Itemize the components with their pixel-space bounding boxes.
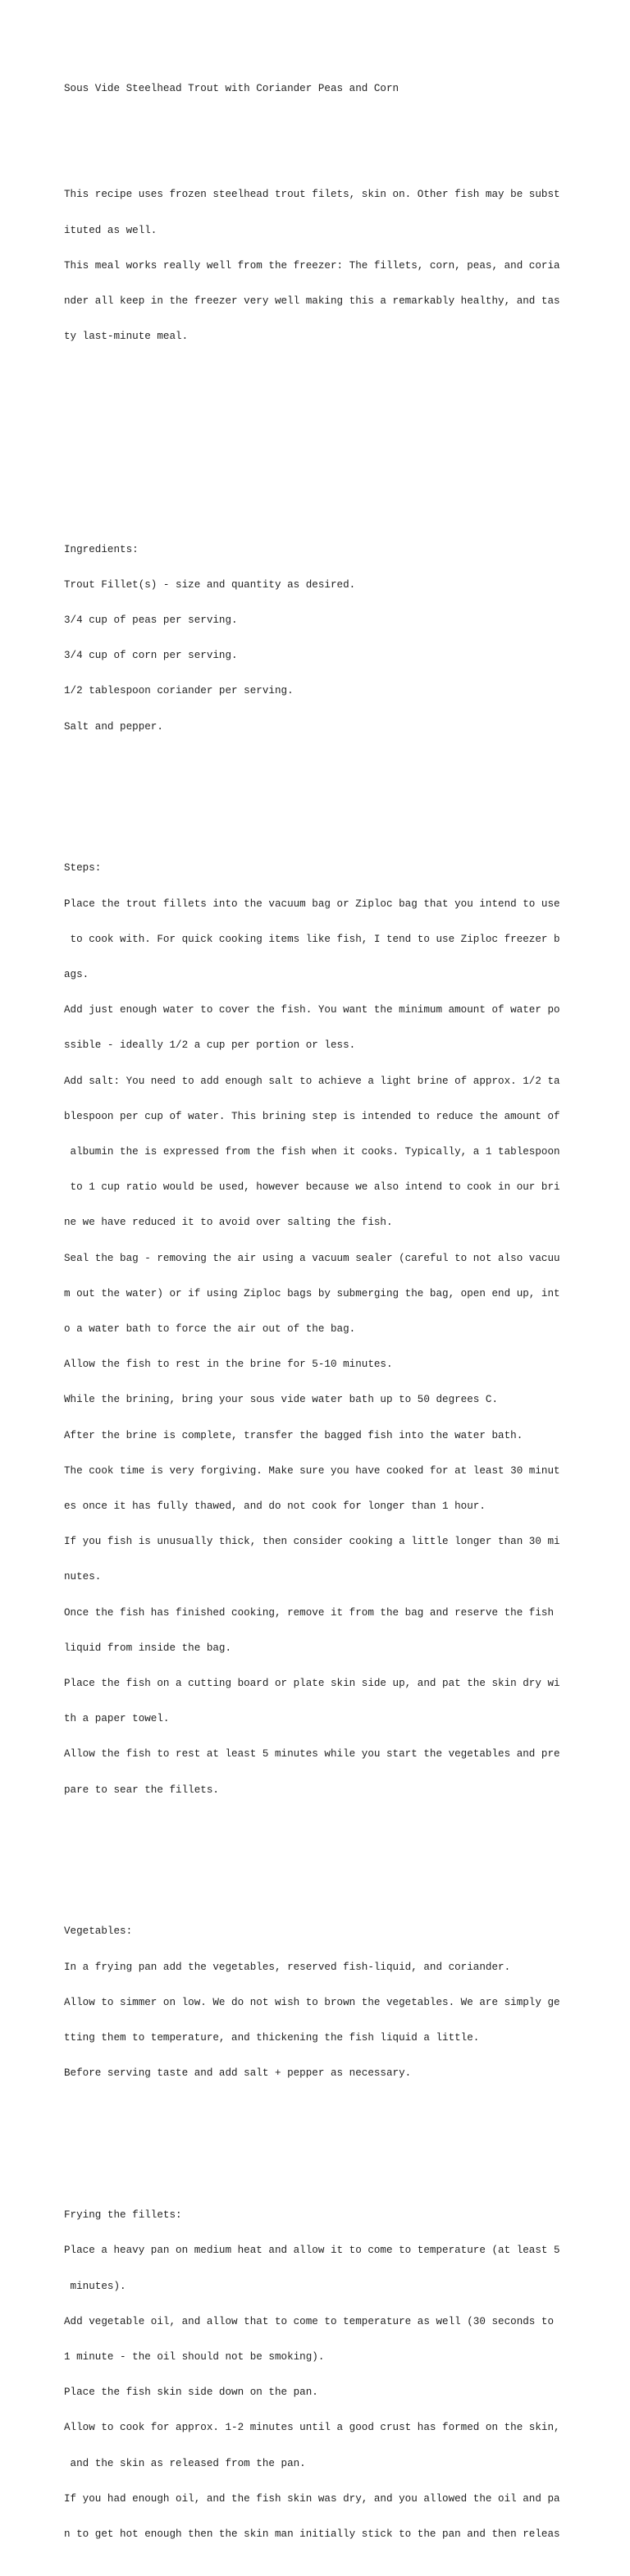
step-line: Place the trout fillets into the vacuum bag or Ziploc bag that you intend to use [64, 897, 560, 910]
step-line: nutes. [64, 1571, 102, 1583]
intro-line: ty last-minute meal. [64, 331, 189, 343]
intro-line: nder all keep in the freezer very well making this a remarkably healthy, and tas [64, 295, 560, 308]
spacer [64, 1855, 622, 1866]
frying-line: 1 minute - the oil should not be smoking). [64, 2350, 325, 2363]
frying-line: minutes). [64, 2280, 126, 2292]
step-line: m out the water) or if using Ziploc bags by submerging the bag, open end up, int [64, 1287, 560, 1299]
step-line: Allow the fish to rest at least 5 minutes while you start the vegetables and pre [64, 1748, 560, 1761]
step-line: After the brine is complete, transfer the bagged fish into the water bath. [64, 1429, 523, 1441]
ingredient-line: 1/2 tablespoon coriander per serving. [64, 685, 294, 697]
vegetables-section [64, 1902, 622, 2103]
frying-line: n to get hot enough then the skin man initially stick to the pan and then releas [64, 2528, 560, 2540]
step-line: ssible - ideally 1/2 a cup per portion or less. [64, 1039, 356, 1052]
step-line: Place the fish on a cutting board or plate skin side up, and pat the skin dry wi [64, 1678, 560, 1690]
vegetables-line: Before serving taste and add salt + pepper as necessary. [64, 2067, 412, 2080]
frying-line: Allow to cook for approx. 1-2 minutes until a good crust has formed on the skin, [64, 2422, 560, 2434]
ingredient-line: Trout Fillet(s) - size and quantity as desired. [64, 578, 356, 591]
spacer [64, 473, 622, 484]
step-line: ags. [64, 968, 89, 980]
ingredient-line: 3/4 cup of corn per serving. [64, 650, 238, 662]
ingredient-line: 3/4 cup of peas per serving. [64, 614, 238, 626]
document-page [64, 59, 622, 2576]
step-line: Seal the bag - removing the air using a vacuum sealer (careful to not also vacuu [64, 1252, 560, 1264]
step-line: albumin the is expressed from the fish when it cooks. Typically, a 1 tablespoon [64, 1145, 560, 1158]
step-line: o a water bath to force the air out of the bag. [64, 1323, 356, 1335]
vegetables-line: Allow to simmer on low. We do not wish to brown the vegetables. We are simply ge [64, 1996, 560, 2008]
step-line: pare to sear the fillets. [64, 1784, 219, 1796]
step-line: If you fish is unusually thick, then consider cooking a little longer than 30 mi [64, 1536, 560, 1548]
vegetables-line: In a frying pan add the vegetables, reserved fish-liquid, and coriander. [64, 1961, 511, 1973]
step-line: liquid from inside the bag. [64, 1642, 232, 1654]
ingredients-section [64, 520, 622, 756]
spacer [64, 792, 622, 803]
intro-line: This meal works really well from the freezer: The fillets, corn, peas, and coria [64, 259, 560, 272]
steps-heading: Steps: [64, 862, 102, 875]
ingredients-heading: Ingredients: [64, 543, 139, 555]
ingredient-line: Salt and pepper. [64, 720, 163, 733]
step-line: Allow the fish to rest in the brine for 5-10 minutes. [64, 1359, 393, 1371]
intro-section [64, 166, 622, 367]
document-title: Sous Vide Steelhead Trout with Coriander Peas and Corn [64, 82, 399, 94]
step-line: Add salt: You need to add enough salt to achieve a light brine of approx. 1/2 ta [64, 1075, 560, 1087]
vegetables-line: tting them to temperature, and thickening the fish liquid a little. [64, 2032, 480, 2044]
step-line: The cook time is very forgiving. Make sure you have cooked for at least 30 minut [64, 1464, 560, 1477]
step-line: blespoon per cup of water. This brining step is intended to reduce the amount of [64, 1110, 560, 1122]
step-line: Add just enough water to cover the fish. You want the minimum amount of water po [64, 1004, 560, 1016]
frying-line: If you had enough oil, and the fish skin was dry, and you allowed the oil and pa [64, 2492, 560, 2505]
spacer [64, 118, 622, 130]
spacer [64, 437, 622, 449]
steps-section [64, 839, 622, 1820]
frying-section [64, 2185, 622, 2564]
step-line: to 1 cup ratio would be used, however because we also intend to cook in our bri [64, 1181, 560, 1194]
step-line: es once it has fully thawed, and do not cook for longer than 1 hour. [64, 1500, 486, 1513]
step-line: th a paper towel. [64, 1713, 170, 1725]
step-line: ne we have reduced it to avoid over salting the fish. [64, 1217, 393, 1229]
frying-line: Add vegetable oil, and allow that to come to temperature as well (30 seconds to [64, 2315, 555, 2327]
step-line: Once the fish has finished cooking, remove it from the bag and reserve the fish [64, 1606, 555, 1619]
intro-line: This recipe uses frozen steelhead trout filets, skin on. Other fish may be subst [64, 189, 560, 201]
frying-heading: Frying the fillets: [64, 2209, 182, 2222]
spacer [64, 2139, 622, 2150]
frying-line: Place the fish skin side down on the pan. [64, 2386, 318, 2399]
frying-line: and the skin as released from the pan. [64, 2457, 306, 2469]
intro-line: ituted as well. [64, 224, 158, 236]
step-line: to cook with. For quick cooking items like fish, I tend to use Ziploc freezer b [64, 933, 560, 945]
vegetables-heading: Vegetables: [64, 1925, 133, 1938]
frying-line: Place a heavy pan on medium heat and allow it to come to temperature (at least 5 [64, 2245, 560, 2257]
step-line: While the brining, bring your sous vide water bath up to 50 degrees C. [64, 1394, 499, 1406]
spacer [64, 402, 622, 413]
